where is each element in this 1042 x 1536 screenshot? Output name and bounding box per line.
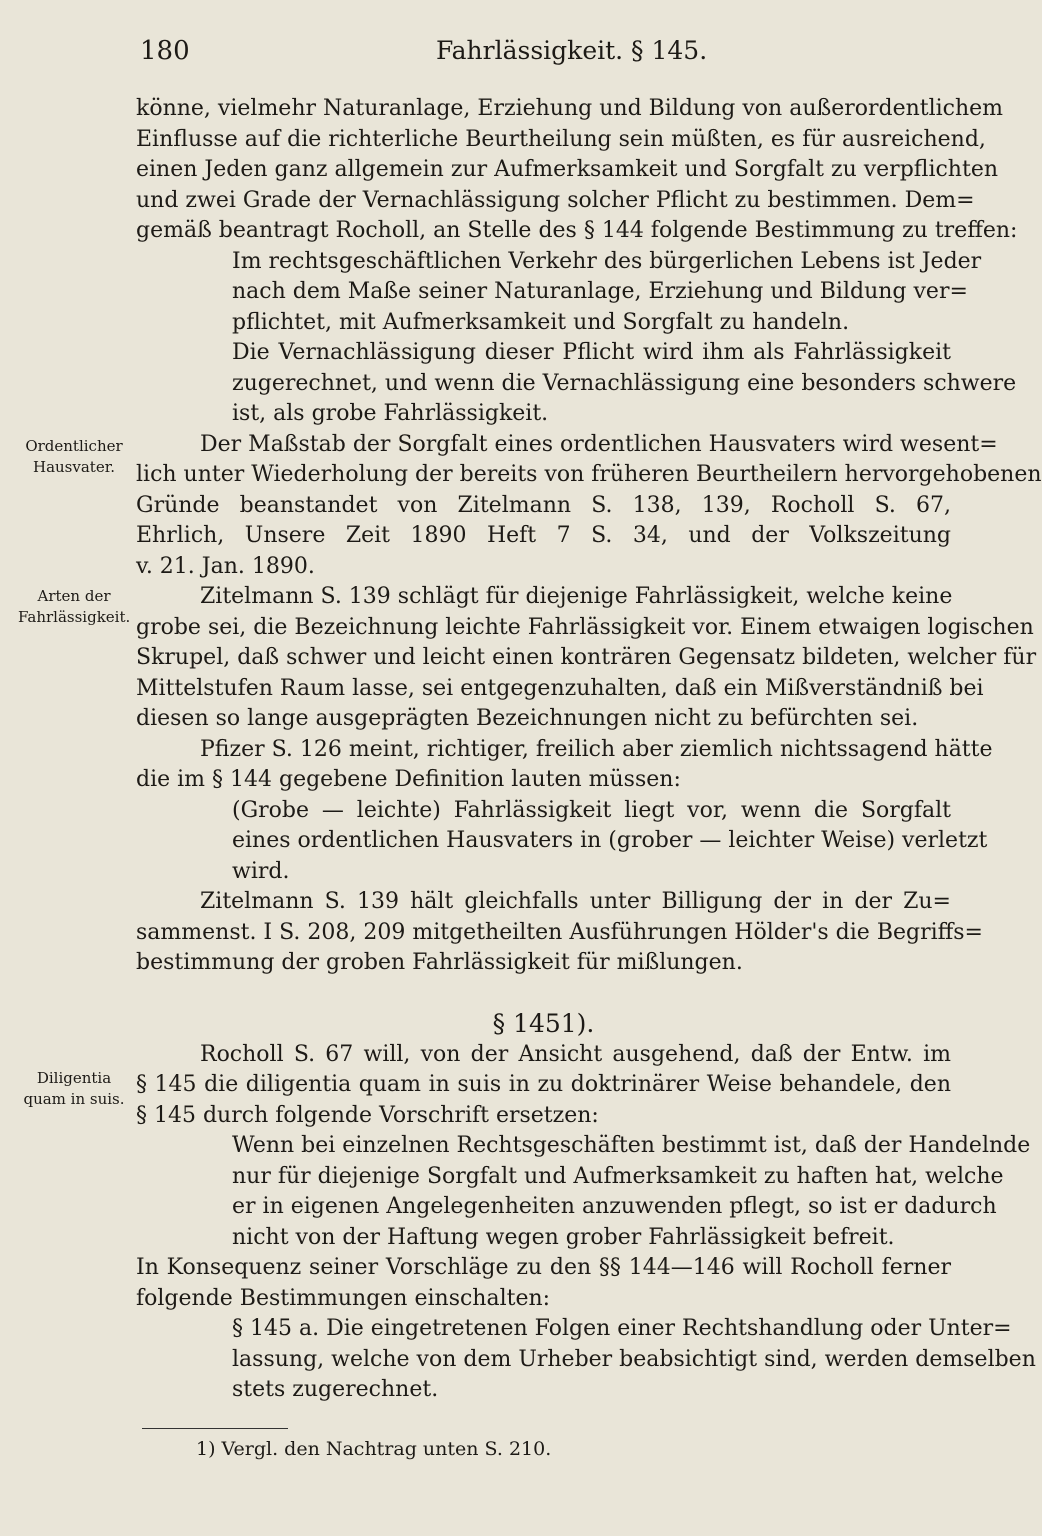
quote-line: Wenn bei einzelnen Rechtsgeschäften bestimmt ist, daß der Handelnde xyxy=(232,1133,1031,1158)
text-line: Zitelmann S. 139 hält gleichfalls unter Billigung der in der Zu= xyxy=(200,889,951,914)
text-line: Ehrlich, Unsere Zeit 1890 Heft 7 S. 34, und der Volkszeitung xyxy=(136,523,951,548)
quote-line: Im rechtsgeschäftlichen Verkehr des bürgerlichen Lebens ist Jeder xyxy=(232,248,982,274)
quote-line: Die Vernachlässigung dieser Pflicht wird ihm als Fahrlässigkeit xyxy=(232,340,951,365)
margin-note: Diligentia quam in suis. xyxy=(23,1069,125,1108)
page-number: 180 xyxy=(140,36,190,66)
text-line: v. 21. Jan. 1890. xyxy=(136,553,315,579)
text-line: und zwei Grade der Vernachlässigung solcher Pflicht zu bestimmen. Dem= xyxy=(136,187,975,213)
text-line: Der Maßstab der Sorgfalt eines ordentlichen Hausvaters wird wesent= xyxy=(200,431,998,457)
running-header xyxy=(136,36,948,72)
quote-line: stets zugerechnet. xyxy=(232,1377,439,1402)
quote-line: (Grobe — leichte) Fahrlässigkeit liegt vor, wenn die Sorgfalt xyxy=(232,797,951,823)
text-line: die im § 144 gegebene Definition lauten müssen: xyxy=(136,767,681,792)
text-line: § 145 die diligentia quam in suis in zu doktrinärer Weise behandele, den xyxy=(136,1072,951,1097)
text-line: lich unter Wiederholung der bereits von früheren Beurtheilern hervorgehobenen xyxy=(136,462,1042,487)
text-line: diesen so lange ausgeprägten Bezeichnungen nicht zu befürchten sei. xyxy=(136,706,919,731)
running-title: Fahrlässigkeit. § 145. xyxy=(436,36,708,65)
text-line: einen Jeden ganz allgemein zur Aufmerksamkeit und Sorgfalt zu verpflichten xyxy=(136,157,999,182)
text-line: Pfizer S. 126 meint, richtiger, freilich aber ziemlich nichtssagend hätte xyxy=(200,736,993,762)
text-line: Zitelmann S. 139 schlägt für diejenige Fahrlässigkeit, welche keine xyxy=(200,584,953,609)
body-text xyxy=(136,94,1042,1406)
quote-line: nach dem Maße seiner Naturanlage, Erziehung und Bildung ver= xyxy=(232,279,968,304)
margin-note: Ordentlicher Hausvater. xyxy=(25,437,123,476)
quote-line: ist, als grobe Fahrlässigkeit. xyxy=(232,401,549,426)
spacer-line xyxy=(136,979,951,1010)
quote-line: wird. xyxy=(232,858,290,884)
quote-line: zugerechnet, und wenn die Vernachlässigung eine besonders schwere xyxy=(232,370,1017,396)
text-line: In Konsequenz seiner Vorschläge zu den §§ 144—146 will Rocholl ferner xyxy=(136,1255,951,1280)
text-line: Gründe beanstandet von Zitelmann S. 138, 139, Rocholl S. 67, xyxy=(136,492,951,518)
margin-note: Arten der Fahrlässigkeit. xyxy=(18,587,131,626)
section-heading: § 1451). xyxy=(492,1009,595,1038)
quote-line: nur für diejenige Sorgfalt und Aufmerksamkeit zu haften hat, welche xyxy=(232,1163,1004,1189)
text-line: Einflusse auf die richterliche Beurtheilung sein müßten, es für ausreichend, xyxy=(136,126,986,152)
quote-line: nicht von der Haftung wegen grober Fahrlässigkeit befreit. xyxy=(232,1224,895,1250)
text-line: bestimmung der groben Fahrlässigkeit für mißlungen. xyxy=(136,950,743,975)
text-line: gemäß beantragt Rocholl, an Stelle des § 144 folgende Bestimmung zu treffen: xyxy=(136,218,1018,243)
quote-line: § 145 a. Die eingetretenen Folgen einer Rechtshandlung oder Unter= xyxy=(232,1316,1012,1341)
text-line: Mittelstufen Raum lasse, sei entgegenzuhalten, daß ein Mißverständniß bei xyxy=(136,675,984,701)
text-line: Rocholl S. 67 will, von der Ansicht ausgehend, daß der Entw. im xyxy=(200,1041,951,1067)
quote-line: er in eigenen Angelegenheiten anzuwenden pflegt, so ist er dadurch xyxy=(232,1194,997,1219)
quote-line: pflichtet, mit Aufmerksamkeit und Sorgfalt zu handeln. xyxy=(232,309,850,335)
footnote: 1) Vergl. den Nachtrag unten S. 210. xyxy=(196,1438,552,1460)
text-line: § 145 durch folgende Vorschrift ersetzen: xyxy=(136,1102,599,1128)
text-line: Skrupel, daß schwer und leicht einen konträren Gegensatz bildeten, welcher für xyxy=(136,645,1037,670)
text-line: folgende Bestimmungen einschalten: xyxy=(136,1285,551,1311)
text-line: sammenst. I S. 208, 209 mitgetheilten Ausführungen Hölder's die Begriffs= xyxy=(136,919,983,945)
text-line: grobe sei, die Bezeichnung leichte Fahrlässigkeit vor. Einem etwaigen logischen xyxy=(136,614,1034,640)
quote-line: eines ordentlichen Hausvaters in (grober — leichter Weise) verletzt xyxy=(232,828,988,853)
quote-line: lassung, welche von dem Urheber beabsichtigt sind, werden demselben xyxy=(232,1346,1036,1372)
text-line: könne, vielmehr Naturanlage, Erziehung und Bildung von außerordentlichem xyxy=(136,96,1004,121)
footnote-rule xyxy=(142,1428,288,1429)
